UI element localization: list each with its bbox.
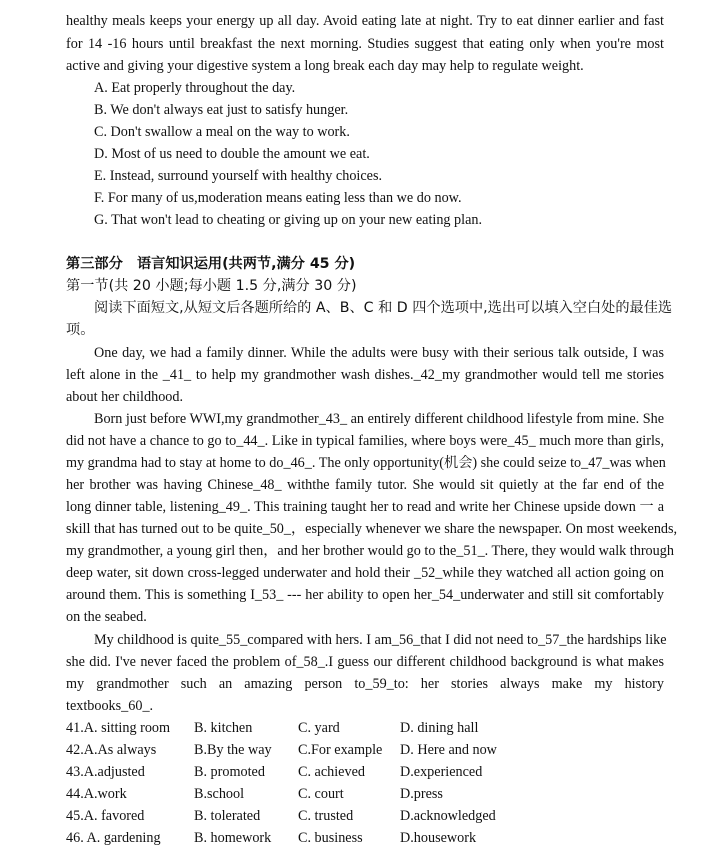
option-b: B. promoted — [194, 764, 265, 780]
option-b: B.By the way — [194, 742, 272, 758]
option-b: B. tolerated — [194, 808, 261, 824]
option-line: B. We don't always eat just to satisfy hunger. — [94, 102, 349, 118]
question-row — [66, 785, 666, 803]
option-c: C. court — [298, 786, 344, 802]
section-subheading: 第一节(共 20 小题;每小题 1.5 分,满分 30 分) — [66, 278, 357, 294]
option-d: D.acknowledged — [400, 808, 496, 824]
option-d: D. Here and now — [400, 742, 497, 758]
question-row — [66, 741, 666, 759]
option-line: C. Don't swallow a meal on the way to work. — [94, 124, 350, 140]
option-a: 45.A. favored — [66, 808, 145, 824]
option-c: C. business — [298, 830, 363, 846]
option-d: D. dining hall — [400, 720, 479, 736]
option-b: B.school — [194, 786, 245, 802]
option-b: B. homework — [194, 830, 272, 846]
passage-line: she did. I've never faced the problem of_58_.I guess our different childhood background is what makes — [66, 654, 664, 670]
option-line: E. Instead, surround yourself with healthy choices. — [94, 168, 383, 184]
passage-line: One day, we had a family dinner. While the adults were busy with their serious talk outside, I was — [94, 345, 664, 361]
option-line: D. Most of us need to double the amount we eat. — [94, 146, 370, 162]
option-c: C. yard — [298, 720, 340, 736]
passage-line: for 14 -16 hours until breakfast the next morning. Studies suggest that eating only when you're most — [66, 36, 664, 52]
passage-line: long dinner table, listening_49_. This training taught her to read and write her Chinese upside down 一 a — [66, 499, 664, 515]
option-a: 42.A.As always — [66, 742, 157, 758]
option-c: C. achieved — [298, 764, 365, 780]
section-heading: 第三部分 语言知识运用(共两节,满分 45 分) — [66, 256, 356, 272]
option-d: D.housework — [400, 830, 477, 846]
passage-line: my grandmother, a young girl then，and her brother would go to the_51_. There, they would walk through — [66, 543, 674, 559]
option-d: D.press — [400, 786, 443, 802]
passage-line: deep water, sit down cross-legged underwater and hold their _52_while they watched all action going on — [66, 565, 664, 581]
option-a: 44.A.work — [66, 786, 127, 802]
passage-line: My childhood is quite_55_compared with hers. I am_56_that I did not need to_57_the hardships like — [94, 632, 667, 648]
passage-line: healthy meals keeps your energy up all day. Avoid eating late at night. Try to eat dinner earlier and fast — [66, 13, 664, 29]
option-c: C. trusted — [298, 808, 354, 824]
passage-line: my grandma had to stay at home to do_46_. The only opportunity(机会) she could seize to_47_was when — [66, 455, 666, 471]
option-a: 43.A.adjusted — [66, 764, 145, 780]
option-b: B. kitchen — [194, 720, 253, 736]
question-row — [66, 719, 666, 737]
passage-line: my grandmother such an amazing person to_59_to: her stories always make my history — [66, 676, 664, 692]
passage-line: active and giving your digestive system a long break each day may help to regulate weight. — [66, 58, 584, 74]
passage-line: left alone in the _41_ to help my grandmother wash dishes._42_my grandmother would tell me stories — [66, 367, 664, 383]
instruction-line: 项。 — [66, 322, 95, 338]
passage-line: about her childhood. — [66, 389, 184, 405]
passage-line: Born just before WWI,my grandmother_43_ an entirely different childhood lifestyle from mine. She — [94, 411, 664, 427]
passage-line: did not have a chance to go to_44_. Like in typical families, where boys were_45_ much more than girls, — [66, 433, 664, 449]
passage-line: skill that has turned out to be quite_50_，especially whenever we share the newspaper. On most weekends, — [66, 521, 678, 537]
passage-line: her brother was having Chinese_48_ withthe family tutor. She would sit quietly at the far end of the — [66, 477, 664, 493]
option-line: F. For many of us,moderation means eating less than we do now. — [94, 190, 462, 206]
option-a: 41.A. sitting room — [66, 720, 171, 736]
question-row — [66, 763, 666, 781]
passage-line: around them. This is something I_53_ --- her ability to open her_54_underwater and still sit comfortably — [66, 587, 664, 603]
passage-line: textbooks_60_. — [66, 698, 154, 714]
question-row — [66, 807, 666, 825]
option-c: C.For example — [298, 742, 383, 758]
option-line: A. Eat properly throughout the day. — [94, 80, 296, 96]
option-a: 46. A. gardening — [66, 830, 161, 846]
question-row — [66, 829, 666, 847]
option-line: G. That won't lead to cheating or giving up on your new eating plan. — [94, 212, 483, 228]
passage-line: on the seabed. — [66, 609, 147, 625]
option-d: D.experienced — [400, 764, 483, 780]
instruction-line: 阅读下面短文,从短文后各题所给的 A、B、C 和 D 四个选项中,选出可以填入空白处的最佳选 — [94, 300, 673, 316]
